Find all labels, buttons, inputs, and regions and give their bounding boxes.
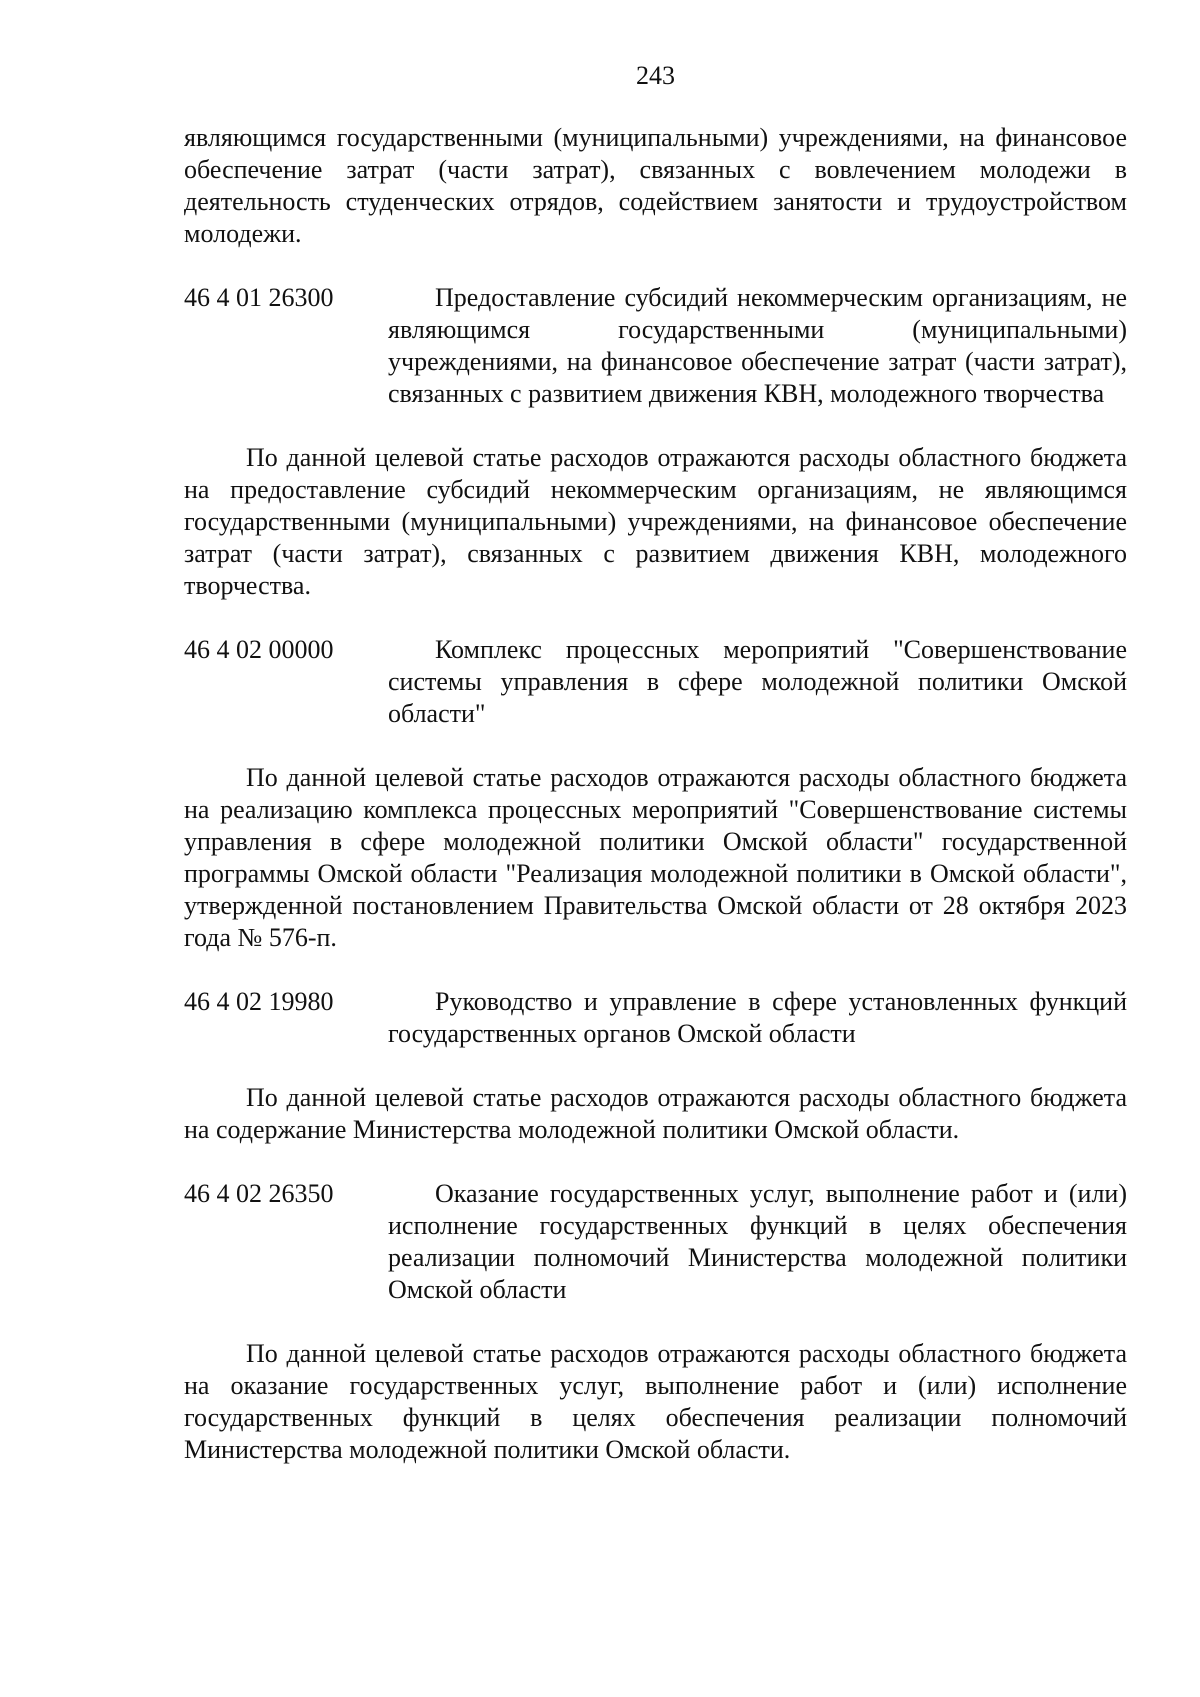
entry-code: 46 4 01 26300 bbox=[184, 283, 334, 312]
entry-code: 46 4 02 00000 bbox=[184, 635, 334, 664]
spacer bbox=[184, 1146, 1127, 1178]
entry-code: 46 4 02 19980 bbox=[184, 987, 334, 1016]
entry-description: По данной целевой статье расходов отражаются расходы областного бюджета на предоставление субсидий некоммерческим организациям, не являющимся государственными (муниципальными) учреждениями, на финансовое обеспечение затрат (части затрат), связанных с развитием движения КВН, молодежного творчества. bbox=[184, 443, 1127, 600]
page-number: 243 bbox=[636, 61, 675, 90]
entry-code: 46 4 02 26350 bbox=[184, 1179, 334, 1208]
spacer bbox=[184, 954, 1127, 986]
entry-description: По данной целевой статье расходов отражаются расходы областного бюджета на оказание государственных услуг, выполнение работ и (или) исполнение государственных функций в целях обеспечения реализации полномочий Министерства молодежной политики Омской области. bbox=[184, 1339, 1127, 1464]
spacer bbox=[184, 1050, 1127, 1082]
entry-title: Оказание государственных услуг, выполнение работ и (или) исполнение государственных функций в целях обеспечения реализации полномочий Министерства молодежной политики Омской области bbox=[388, 1179, 1127, 1304]
spacer bbox=[184, 730, 1127, 762]
entry-title: Предоставление субсидий некоммерческим организациям, не являющимся государственными (муниципальными) учреждениями, на финансовое обеспечение затрат (части затрат), связанных с развитием движения КВН, молодежного творчества bbox=[388, 283, 1127, 408]
spacer bbox=[184, 1306, 1127, 1338]
document-page bbox=[184, 60, 1127, 1466]
intro-paragraph: являющимся государственными (муниципальными) учреждениями, на финансовое обеспечение затрат (части затрат), связанных с вовлечением молодежи в деятельность студенческих отрядов, содействием занятости и трудоустройством молодежи. bbox=[184, 123, 1127, 248]
budget-entry-00000 bbox=[184, 634, 1127, 730]
budget-entry-26300 bbox=[184, 282, 1127, 410]
budget-entry-19980 bbox=[184, 986, 1127, 1050]
budget-entry-26350 bbox=[184, 1178, 1127, 1306]
entry-description: По данной целевой статье расходов отражаются расходы областного бюджета на содержание Министерства молодежной политики Омской области. bbox=[184, 1083, 1127, 1144]
spacer bbox=[184, 250, 1127, 282]
entry-title: Комплекс процессных мероприятий "Совершенствование системы управления в сфере молодежной политики Омской области" bbox=[388, 635, 1127, 728]
spacer bbox=[184, 602, 1127, 634]
spacer bbox=[184, 410, 1127, 442]
entry-description: По данной целевой статье расходов отражаются расходы областного бюджета на реализацию комплекса процессных мероприятий "Совершенствование системы управления в сфере молодежной политики Омской области" государственной программы Омской области "Реализация молодежной политики в Омской области", утвержденной постановлением Правительства Омской области от 28 октября 2023 года № 576-п. bbox=[184, 763, 1127, 952]
entry-title: Руководство и управление в сфере установленных функций государственных органов Омской области bbox=[388, 987, 1127, 1048]
